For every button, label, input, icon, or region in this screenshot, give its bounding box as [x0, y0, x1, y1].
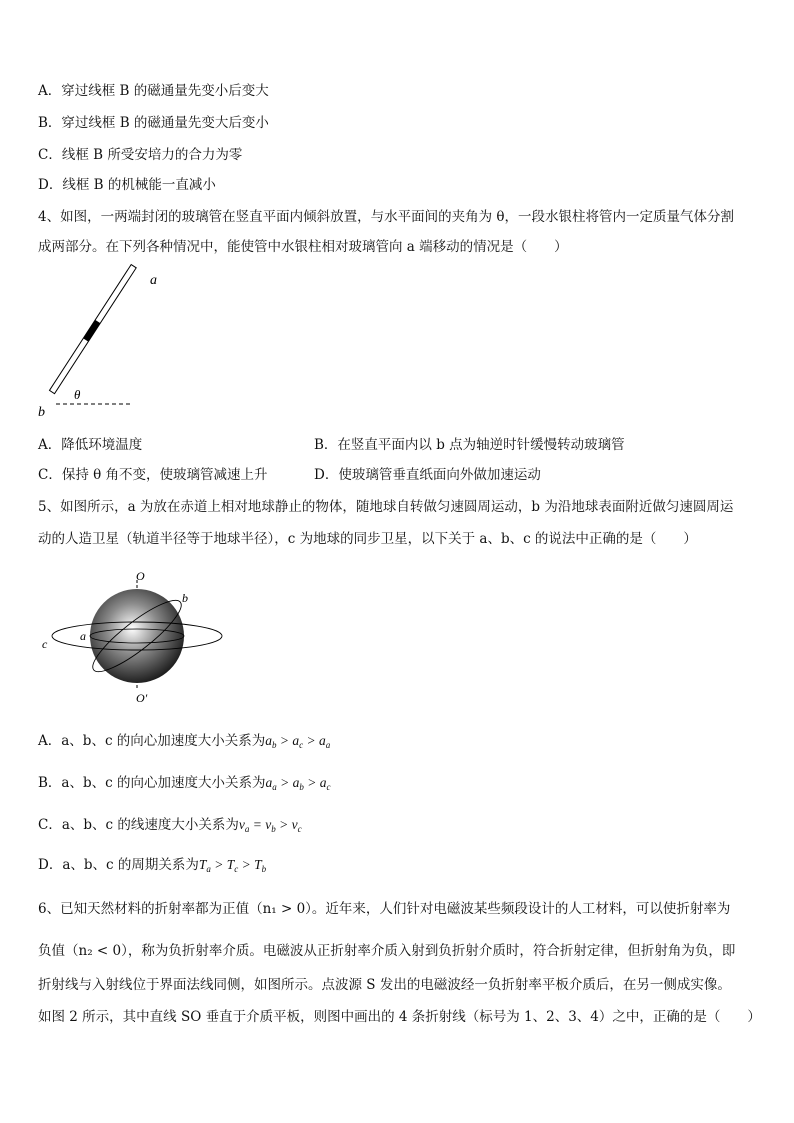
q5-figure-earth: [40, 566, 230, 710]
q4-option-a: A．降低环境温度: [38, 437, 143, 453]
q5-option-d: D．a、b、c 的周期关系为$T_a > T_c > T_b$: [38, 857, 267, 874]
q5-label-c: c: [42, 637, 48, 651]
q3-option-a: A．穿过线框 B 的磁通量先变小后变大: [38, 83, 269, 99]
q3-option-c: C．线框 B 所受安培力的合力为零: [38, 147, 243, 163]
q4-stem-line1: 4、如图，一两端封闭的玻璃管在竖直平面内倾斜放置，与水平面间的夹角为 θ，一段水银柱将管内一定质量气体分割: [38, 209, 735, 225]
q4-label-theta: θ: [74, 387, 81, 402]
q3-option-b: B．穿过线框 B 的磁通量先变大后变小: [38, 115, 269, 131]
q5-label-O2: O′: [136, 691, 148, 705]
q6-line3: 折射线与入射线位于界面法线同侧，如图所示。点波源 S 发出的电磁波经一负折射率平板介质后，在另一侧成实像。: [38, 977, 731, 993]
q5-option-a: A．a、b、c 的向心加速度大小关系为$a_b > a_c > a_a$: [38, 733, 331, 750]
q5-label-O: O: [136, 569, 145, 583]
q4-label-a: a: [150, 273, 157, 288]
q5-stem-line1: 5、如图所示，a 为放在赤道上相对地球静止的物体，随地球自转做匀速圆周运动，b 为沿地球表面附近做匀速圆周运: [38, 499, 734, 515]
q3-option-d: D．线框 B 的机械能一直减小: [38, 177, 216, 193]
q5-label-a: a: [80, 629, 86, 643]
q6-line4: 如图 2 所示，其中直线 SO 垂直于介质平板，则图中画出的 4 条折射线（标号为 1、2、3、4）之中，正确的是（ ）: [38, 1009, 761, 1025]
q4-figure-tube: [36, 270, 156, 420]
q4-option-c: C．保持 θ 角不变，使玻璃管减速上升: [38, 467, 268, 483]
q5-stem-line2: 动的人造卫星（轨道半径等于地球半径），c 为地球的同步卫星，以下关于 a、b、c 的说法中正确的是（ ）: [38, 531, 697, 547]
q5-option-b: B．a、b、c 的向心加速度大小关系为$a_a > a_b > a_c$: [38, 775, 331, 792]
q5-label-b: b: [182, 591, 188, 605]
q4-stem-line2: 成两部分。在下列各种情况中，能使管中水银柱相对玻璃管向 a 端移动的情况是（ ）: [38, 239, 568, 255]
q4-option-b: B．在竖直平面内以 b 点为轴逆时针缓慢转动玻璃管: [314, 437, 625, 453]
q4-label-b: b: [38, 405, 45, 420]
q6-line1: 6、已知天然材料的折射率都为正值（n₁ > 0）。近年来，人们针对电磁波某些频段设计的人工材料，可以使折射率为: [38, 901, 731, 917]
q5-option-c: C．a、b、c 的线速度大小关系为$v_a = v_b > v_c$: [38, 817, 302, 834]
q4-option-d: D．使玻璃管垂直纸面向外做加速运动: [314, 467, 541, 483]
q6-line2: 负值（n₂ < 0），称为负折射率介质。电磁波从正折射率介质入射到负折射介质时，符合折射定律，但折射角为负，即: [38, 943, 736, 959]
